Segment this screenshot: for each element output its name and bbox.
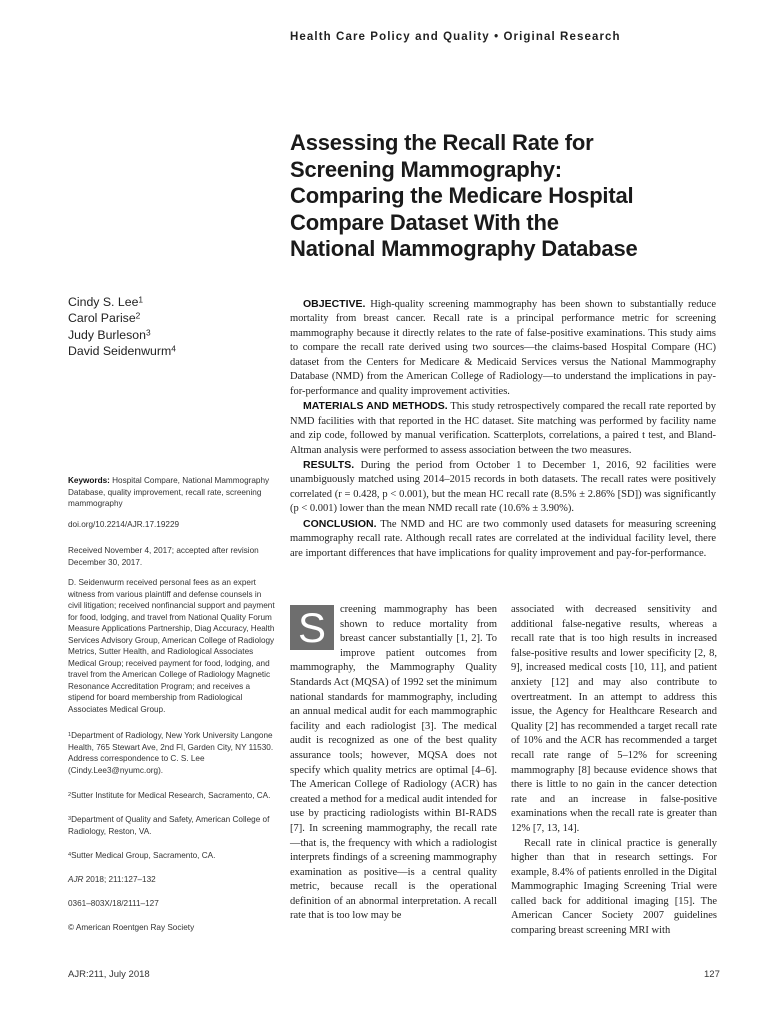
abstract-results: RESULTS. During the period from October 1 to December 1, 2016, 92 facilities were unambiguously matched using 2014–2015 records in both datasets. The recall rates were positively correlated (r = 0.428, p < 0.001), but the mean HC recall rate (8.5% ± 2.86% [SD]) was significantly (p < 0.001) lower than the mean NMD recall rate (10.6% ± 3.90%).	[290, 458, 717, 515]
title-line: Assessing the Recall Rate for	[290, 130, 594, 155]
abstract	[290, 297, 716, 561]
abstract-heading: CONCLUSION.	[303, 517, 377, 530]
affiliation-1: $^1$Department of Radiology, New York University Langone Health, 765 Stewart Ave, 2nd Fl, Garden City, NY 11530. Address correspondence to C. S. Lee (Cindy.Lee3@nyumc.org).	[68, 731, 274, 775]
title-line: Screening Mammography:	[290, 156, 562, 182]
title-line: Comparing the Medicare Hospital	[290, 183, 634, 209]
running-head: Health Care Policy and Quality • Original Research	[290, 31, 621, 43]
title-line: National Mammography Database	[290, 236, 638, 262]
disclosure-note: D. Seidenwurm received personal fees as an expert witness from various plaintiff and defense counsels in civil litigation; received nonfinancial support and payment for food, lodging, and travel from National Quality Forum Measure Applications Partnership, Diag Accuracy, Health Services Advisory Group, American College of Radiology Metrics, Sutter Health, and Radiological Associates Medical Group; received payment for food, lodging, and travel from the American College of Radiology Magnetic Resonance Accreditation Program; and receives a stipend for board membership from Radiological Associates Medical Group.	[68, 578, 275, 714]
title-line: Compare Dataset With the	[290, 209, 559, 235]
body-paragraph: Recall rate in clinical practice is generally higher than that in research settings. For example, 8.4% of patients enrolled in the Digital Mammographic Imaging Screening Trial were called back for additional imaging [15]. The American Cancer Society 2007 guidelines comparing breast screening MRI with	[511, 837, 717, 937]
author: Carol Parise$^2$	[68, 310, 141, 326]
issn: 0361–803X/18/2111–127	[68, 899, 159, 908]
page-number: 127	[704, 969, 720, 980]
abstract-conclusion: CONCLUSION. The NMD and HC are two commonly used datasets for measuring screening mammography recall rate. Although recall rates are correlated at the individual facility level, there are important differences that have implications for quality improvement and pay-for-performance.	[290, 517, 717, 559]
drop-cap: S	[290, 605, 334, 650]
affiliation-2: $^2$Sutter Institute for Medical Research, Sacramento, CA.	[68, 791, 271, 800]
doi-link[interactable]: doi.org/10.2214/AJR.17.19229	[68, 520, 180, 529]
article-title	[290, 130, 730, 263]
abstract-objective: OBJECTIVE. High-quality screening mammography has been shown to substantially reduce mortality from breast cancer. Recall rate is a principal performance metric for screening mammography because it directly relates to the rate of false-positive examinations. This study aims to compare the recall rate derived using two sources—the claims-based Hospital Compare (HC) dataset from the Centers for Medicare & Medicaid Services versus the National Mammography Database (NMD) from the American College of Radiology—to understand the implications in pay-for-performance and quality improvement activities.	[290, 298, 717, 397]
author: Cindy S. Lee$^1$	[68, 294, 144, 309]
received-dates: Received November 4, 2017; accepted after revision December 30, 2017.	[68, 546, 259, 567]
body-column-1	[290, 603, 497, 924]
affiliation-3: $^3$Department of Quality and Safety, American College of Radiology, Reston, VA.	[68, 815, 270, 836]
citation: AJR 2018; 211:127–132	[68, 875, 156, 884]
author: David Seidenwurm$^4$	[68, 343, 176, 358]
author: Judy Burleson$^3$	[68, 327, 151, 342]
affiliation-4: $^4$Sutter Medical Group, Sacramento, CA.	[68, 851, 216, 860]
abstract-heading: RESULTS.	[303, 458, 355, 471]
body-paragraph: creening mammography has been shown to reduce mortality from breast cancer substantially [1, 2]. To improve patient outcomes from mammography, the Mammography Quality Standards Act (MQSA) of 1992 set the minimum national standards for mammography, including an annual medical audit for each mammographic facility and each radiologist [3]. The medical audit is recognized as one of the best quality assurance tools; however, MQSA does not specify which quality metrics are optimal [4–6]. The American College of Radiology (ACR) has created a method for a medical audit intended for use by practicing radiologists within BI-RADS [7]. In screening mammography, the recall rate—that is, the frequency with which a radiologist interprets findings of a screening mammography examination as positive—is a central quality metric, because recall is the operational definition of an abnormal interpretation. A recall rate that is too low may be	[290, 604, 497, 922]
abstract-heading: OBJECTIVE.	[303, 298, 366, 310]
footer-journal: AJR:211, July 2018	[68, 969, 150, 980]
keywords: Keywords: Hospital Compare, National Mammography Database, quality improvement, recall rate, screening mammography	[68, 476, 270, 508]
abstract-heading: MATERIALS AND METHODS.	[303, 400, 448, 413]
body-paragraph: associated with decreased sensitivity and additional false-negative results, whereas a recall rate that is too high results in increased false-positive results and lower specificity [2, 8, 9], increased medical costs [10, 11], and patient anxiety [12] and may also contribute to overtreatment. In an attempt to address this issue, the Agency for Healthcare Research and Quality [2] has recommended a target recall rate of 10% and the ACR has recommended a target recall rate range of 5–12% for screening mammography [8] because evidence shows that there is little to no gain in the cancer detection rate and an increase in false-positive examinations when the recall rate is greater than 12% [7, 13, 14].	[511, 604, 717, 834]
copyright: © American Roentgen Ray Society	[68, 923, 195, 932]
author-list	[68, 294, 176, 359]
body-column-2	[511, 603, 717, 939]
abstract-methods: MATERIALS AND METHODS. This study retrospectively compared the recall rate reported by NMD facilities with that reported in the HC dataset. Site matching was performed by facility name and zip code, followed by manual verification. Scatterplots, correlations, a paired t test, and Bland-Altman analysis were performed to assess association between the two measures.	[290, 400, 716, 456]
